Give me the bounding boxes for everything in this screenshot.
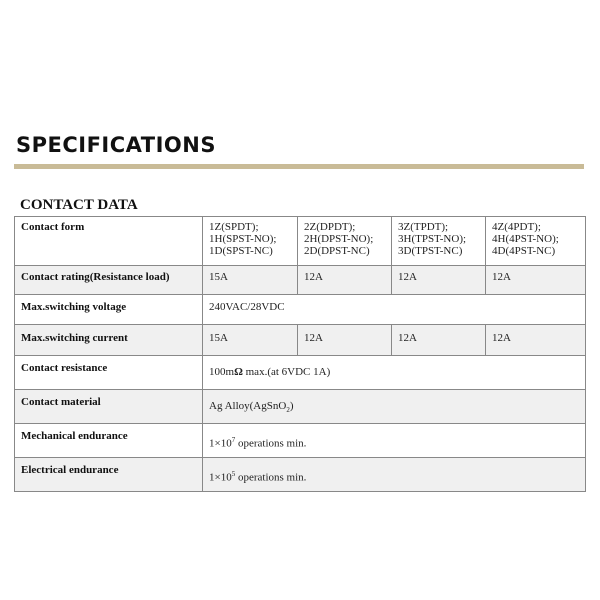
- table-row-electrical-endurance: [15, 458, 586, 492]
- ohm-symbol: Ω: [234, 366, 243, 378]
- table-cell: 15A: [203, 325, 298, 356]
- table-row-contact-rating: [15, 266, 586, 295]
- page-title: SPECIFICATIONS: [16, 133, 216, 157]
- table-cell: 12A: [392, 325, 486, 356]
- table-cell: 240VAC/28VDC: [203, 295, 586, 325]
- table-cell: 2Z(DPDT); 2H(DPST-NO); 2D(DPST-NC): [298, 217, 392, 266]
- row-label: Max.switching current: [15, 325, 203, 356]
- table-row-contact-resistance: [15, 356, 586, 390]
- table-row-max-voltage: [15, 295, 586, 325]
- table-cell: 12A: [392, 266, 486, 295]
- table-row-max-current: [15, 325, 586, 356]
- table-row-contact-form: [15, 217, 586, 266]
- row-label: Electrical endurance: [15, 458, 203, 492]
- title-divider: [14, 164, 584, 169]
- row-label: Contact rating(Resistance load): [15, 266, 203, 295]
- table-cell: 12A: [298, 266, 392, 295]
- row-label: Contact material: [15, 390, 203, 424]
- table-cell: 12A: [298, 325, 392, 356]
- row-label: Contact resistance: [15, 356, 203, 390]
- table-cell: Ag Alloy(AgSnO$_2$): [203, 390, 586, 424]
- row-label: Mechanical endurance: [15, 424, 203, 458]
- table-cell: 4Z(4PDT); 4H(4PST-NO); 4D(4PST-NC): [486, 217, 586, 266]
- row-label: Contact form: [15, 217, 203, 266]
- table-cell: 15A: [203, 266, 298, 295]
- table-cell: $1\times 10^5$ operations min.: [203, 458, 586, 492]
- table-cell: 12A: [486, 325, 586, 356]
- table-cell: 12A: [486, 266, 586, 295]
- table-cell: 3Z(TPDT); 3H(TPST-NO); 3D(TPST-NC): [392, 217, 486, 266]
- table-cell: 1Z(SPDT); 1H(SPST-NO); 1D(SPST-NC): [203, 217, 298, 266]
- table-cell: $1\times 10^7$ operations min.: [203, 424, 586, 458]
- section-title: CONTACT DATA: [20, 197, 138, 213]
- table-cell: 100mΩ max.(at 6VDC 1A): [203, 356, 586, 390]
- row-label: Max.switching voltage: [15, 295, 203, 325]
- table-row-contact-material: [15, 390, 586, 424]
- table-row-mechanical-endurance: [15, 424, 586, 458]
- contact-data-table: [14, 216, 586, 492]
